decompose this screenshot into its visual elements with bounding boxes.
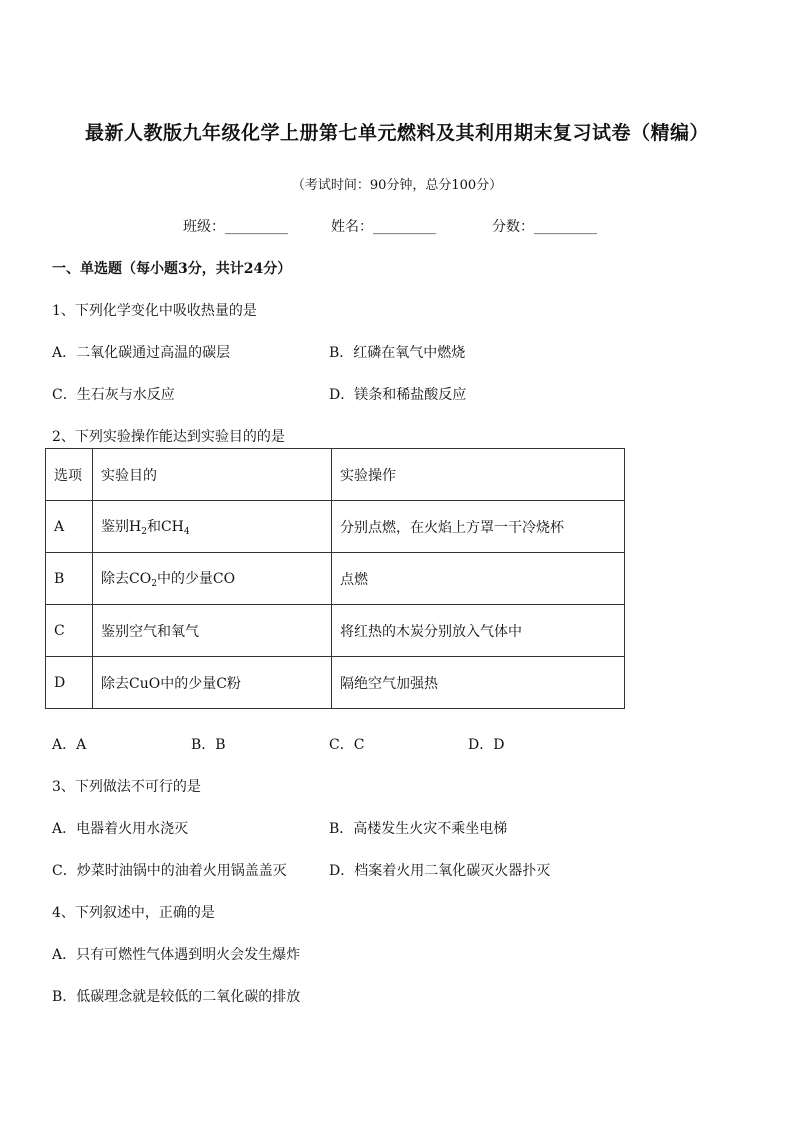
row-option: A xyxy=(46,501,93,553)
question-3-stem: 3、下列做法不可行的是 xyxy=(52,779,201,795)
question-2-option-c[interactable]: C．C xyxy=(329,737,365,753)
table-row xyxy=(46,605,625,657)
question-3-option-a[interactable]: A．电器着火用水浇灭 xyxy=(52,821,189,837)
table-row xyxy=(46,657,625,709)
exam-time-info: （考试时间：90分钟，总分100分） xyxy=(291,178,503,193)
row-goal: 除去$CO_2$中的少量CO xyxy=(93,553,332,605)
question-1-stem: 1、下列化学变化中吸收热量的是 xyxy=(52,303,257,319)
row-goal: 除去CuO中的少量C粉 xyxy=(93,657,332,709)
row-operation: 将红热的木炭分别放入气体中 xyxy=(332,605,625,657)
name-field[interactable]: 姓名：_________ xyxy=(331,219,436,235)
question-1-option-a[interactable]: A．二氧化碳通过高温的碳层 xyxy=(52,345,231,361)
table-row xyxy=(46,501,625,553)
question-3-option-c[interactable]: C．炒菜时油锅中的油着火用锅盖盖灭 xyxy=(52,863,287,879)
table-header-row xyxy=(46,449,625,501)
table-row xyxy=(46,553,625,605)
header-goal: 实验目的 xyxy=(93,449,332,501)
row-operation: 点燃 xyxy=(332,553,625,605)
question-2-option-b[interactable]: B．B xyxy=(191,737,226,753)
row-goal: 鉴别$H_2$和$CH_4$ xyxy=(93,501,332,553)
row-goal: 鉴别空气和氧气 xyxy=(93,605,332,657)
question-1-option-d[interactable]: D．镁条和稀盐酸反应 xyxy=(329,387,467,403)
page-title: 最新人教版九年级化学上册第七单元燃料及其利用期末复习试卷（精编） xyxy=(84,122,709,144)
row-operation: 分别点燃，在火焰上方罩一干冷烧杯 xyxy=(332,501,625,553)
score-field[interactable]: 分数：_________ xyxy=(492,219,597,235)
header-option: 选项 xyxy=(46,449,93,501)
question-1-option-c[interactable]: C．生石灰与水反应 xyxy=(52,387,175,403)
question-2-stem: 2、下列实验操作能达到实验目的的是 xyxy=(52,429,285,445)
question-3-option-d[interactable]: D．档案着火用二氧化碳灭火器扑灭 xyxy=(329,863,551,879)
question-1-option-b[interactable]: B．红磷在氧气中燃烧 xyxy=(329,345,466,361)
section-heading: 一、单选题（每小题3分，共计24分） xyxy=(52,261,292,277)
question-4-stem: 4、下列叙述中，正确的是 xyxy=(52,905,215,921)
row-option: D xyxy=(46,657,93,709)
row-option: B xyxy=(46,553,93,605)
header-operation: 实验操作 xyxy=(332,449,625,501)
question-4-option-b[interactable]: B．低碳理念就是较低的二氧化碳的排放 xyxy=(52,989,301,1005)
question-3-option-b[interactable]: B．高楼发生火灾不乘坐电梯 xyxy=(329,821,508,837)
question-2-option-d[interactable]: D．D xyxy=(468,737,505,753)
question-4-option-a[interactable]: A．只有可燃性气体遇到明火会发生爆炸 xyxy=(52,947,301,963)
row-operation: 隔绝空气加强热 xyxy=(332,657,625,709)
experiment-table xyxy=(45,448,625,709)
question-2-option-a[interactable]: A．A xyxy=(52,737,87,753)
class-field[interactable]: 班级：_________ xyxy=(183,219,288,235)
row-option: C xyxy=(46,605,93,657)
